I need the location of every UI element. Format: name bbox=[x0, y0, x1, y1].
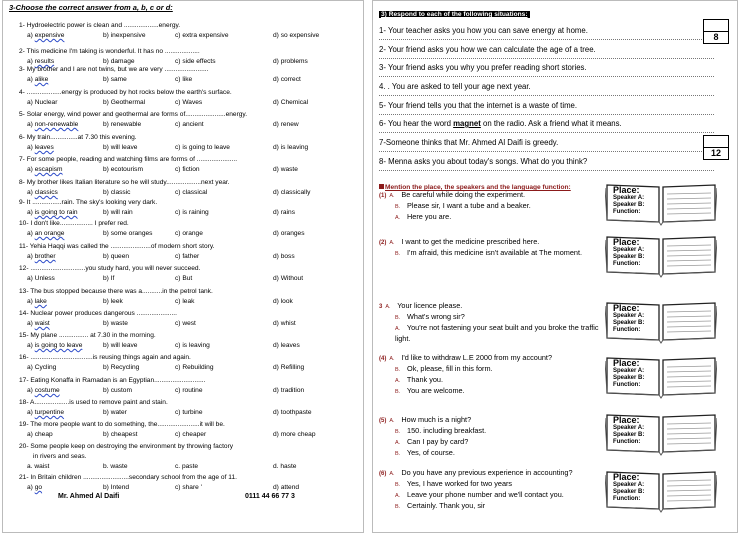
answer-option[interactable]: c) leak bbox=[175, 298, 195, 305]
answer-option[interactable]: c) classical bbox=[175, 189, 208, 196]
open-book-answer-icon bbox=[605, 300, 717, 344]
answer-line[interactable] bbox=[379, 114, 714, 115]
answer-option[interactable]: d) attend bbox=[273, 484, 300, 491]
answer-option[interactable]: a) non-renewable bbox=[27, 121, 79, 128]
answer-option[interactable]: b) leek bbox=[103, 298, 123, 305]
answer-option[interactable]: d) waste bbox=[273, 166, 298, 173]
book-answer-labels bbox=[613, 415, 644, 446]
situation-prompt: 3- Your friend asks you why you prefer reading short stories. bbox=[379, 63, 587, 72]
footer-phone-number: 0111 44 66 77 3 bbox=[245, 493, 295, 500]
situation-prompt: 7-Someone thinks that Mr. Ahmed Al Daifi is greedy. bbox=[379, 138, 559, 147]
dialogue-line: A. Thank you. bbox=[395, 375, 443, 384]
answer-option[interactable]: a) classics bbox=[27, 189, 58, 196]
answer-option[interactable]: c) west bbox=[175, 320, 196, 327]
answer-option[interactable]: d) classically bbox=[273, 189, 311, 196]
answer-option[interactable]: c) Waves bbox=[175, 99, 203, 106]
book-label: Speaker B: bbox=[613, 320, 645, 326]
answer-option[interactable]: d) problems bbox=[273, 58, 308, 65]
answer-option[interactable]: d) boss bbox=[273, 253, 295, 260]
question-text: 18- A...................is used to remove paint and stain. bbox=[19, 399, 168, 406]
question-text: 5- Solar energy, wind power and geothermal are forms of......................energy. bbox=[19, 111, 248, 118]
answer-option[interactable]: b) If bbox=[103, 275, 115, 282]
answer-option[interactable]: a) turpentine bbox=[27, 409, 65, 416]
situation-prompt: 5- Your friend tells you that the internet is a waste of time. bbox=[379, 101, 578, 110]
dialogue-line: B. Yes, of course. bbox=[395, 448, 455, 457]
answer-option[interactable]: d) toothpaste bbox=[273, 409, 312, 416]
answer-option[interactable]: c) share ' bbox=[175, 484, 202, 491]
question-text: 14- Nuclear power produces dangerous ...................... bbox=[19, 310, 177, 317]
answer-option[interactable]: b) will leave bbox=[103, 144, 138, 151]
question-text: 2- This medicine I'm taking is wonderful. It has no ................... bbox=[19, 48, 200, 55]
answer-option[interactable]: d. haste bbox=[273, 463, 297, 470]
answer-option[interactable]: c) But bbox=[175, 275, 193, 282]
left-worksheet-page bbox=[2, 0, 364, 533]
dialogue-line: B. Yes, I have worked for two years bbox=[395, 479, 513, 488]
question-text-continued: in rivers and seas. bbox=[33, 453, 87, 460]
answer-option[interactable]: a) results bbox=[27, 58, 55, 65]
answer-option[interactable]: d) so expensive bbox=[273, 32, 320, 39]
answer-option[interactable]: d) Refilling bbox=[273, 364, 305, 371]
answer-option[interactable]: b) renewable bbox=[103, 121, 142, 128]
answer-option[interactable]: b) same bbox=[103, 76, 127, 83]
book-label: Speaker B: bbox=[613, 254, 645, 260]
book-label: Place: bbox=[613, 303, 640, 313]
book-label: Function: bbox=[613, 327, 641, 333]
book-label: Place: bbox=[613, 472, 640, 482]
answer-option[interactable]: c) like bbox=[175, 76, 193, 83]
book-label: Speaker B: bbox=[613, 489, 645, 495]
book-label: Speaker B: bbox=[613, 202, 645, 208]
question-text: 7- For some people, reading and watching films are forms of ...................... bbox=[19, 156, 238, 163]
dialogue-line: B. What's wrong sir? bbox=[395, 312, 465, 321]
answer-option[interactable]: a) waist bbox=[27, 320, 50, 327]
question-text: 1- Hydroelectric power is clean and ...................energy. bbox=[19, 22, 181, 29]
answer-option[interactable]: b) inexpensive bbox=[103, 32, 146, 39]
answer-option[interactable]: d) leaves bbox=[273, 342, 300, 349]
answer-option[interactable]: d) Without bbox=[273, 275, 304, 282]
dialogue-line: B. I'm afraid, this medicine isn't available at The moment. bbox=[395, 248, 583, 257]
answer-option[interactable]: c) Rebuilding bbox=[175, 364, 214, 371]
answer-line[interactable] bbox=[379, 58, 714, 59]
answer-option[interactable]: b) custom bbox=[103, 387, 132, 394]
answer-option[interactable]: b) cheapest bbox=[103, 431, 138, 438]
book-label: Function: bbox=[613, 382, 641, 388]
open-book-answer-icon bbox=[605, 469, 717, 513]
book-label: Speaker A: bbox=[613, 313, 645, 319]
situation-prompt: 2- Your friend asks you how we can calculate the age of a tree. bbox=[379, 45, 596, 54]
answer-option[interactable]: d) correct bbox=[273, 76, 301, 83]
book-label: Speaker A: bbox=[613, 482, 645, 488]
question-text: 19- The more people want to do something, the.......................it will be. bbox=[19, 421, 225, 428]
dialogue-line: A. Can I pay by card? bbox=[395, 437, 469, 446]
answer-option[interactable]: c) orange bbox=[175, 230, 203, 237]
book-label: Place: bbox=[613, 358, 640, 368]
answer-option[interactable]: a) Cycling bbox=[27, 364, 57, 371]
answer-option[interactable]: b) waste bbox=[103, 320, 128, 327]
book-label: Speaker A: bbox=[613, 368, 645, 374]
answer-option[interactable]: b) queen bbox=[103, 253, 130, 260]
answer-option[interactable]: b) water bbox=[103, 409, 127, 416]
dialogue-line: (2) A. I want to get the medicine prescribed here. bbox=[379, 237, 540, 246]
answer-option[interactable]: d) oranges bbox=[273, 230, 305, 237]
answer-option[interactable]: a) cheap bbox=[27, 431, 53, 438]
dialogue-line: (1) A. Be careful while doing the experiment. bbox=[379, 190, 526, 199]
answer-option[interactable]: b) Recycling bbox=[103, 364, 140, 371]
question-text: 13- The bus stopped because there was a...........in the petrol tank. bbox=[19, 288, 213, 295]
book-answer-labels bbox=[613, 358, 644, 389]
dialogue-line: B. Ok, please, fill in this form. bbox=[395, 364, 493, 373]
answer-option[interactable]: c) ancient bbox=[175, 121, 204, 128]
dialogue-line: 3 A. Your licence please. bbox=[379, 301, 463, 310]
right-worksheet-page bbox=[372, 0, 738, 533]
answer-line[interactable] bbox=[379, 76, 714, 77]
situation-prompt: 1- Your teacher asks you how you can save energy at home. bbox=[379, 26, 588, 35]
mention-title-text: Mention the place, the speakers and the language function: bbox=[385, 184, 571, 191]
answer-option[interactable]: c) turbine bbox=[175, 409, 203, 416]
open-book-answer-icon bbox=[605, 412, 717, 456]
answer-option[interactable]: d) is leaving bbox=[273, 144, 309, 151]
answer-option[interactable]: c) extra expensive bbox=[175, 32, 229, 39]
dialogue-line: A. You're not fastening your seat built and you broke the traffic light. bbox=[395, 323, 599, 343]
answer-option[interactable]: a) go bbox=[27, 484, 43, 491]
answer-option[interactable]: b) damage bbox=[103, 58, 135, 65]
open-book-answer-icon bbox=[605, 182, 717, 226]
answer-option[interactable]: a) costume bbox=[27, 387, 60, 394]
book-label: Speaker B: bbox=[613, 375, 645, 381]
answer-option[interactable]: b) ecotourism bbox=[103, 166, 143, 173]
answer-option[interactable]: c) is going to leave bbox=[175, 144, 230, 151]
answer-option[interactable]: a) an orange bbox=[27, 230, 65, 237]
answer-option[interactable]: b) will leave bbox=[103, 342, 138, 349]
dialogue-line: A. Here you are. bbox=[395, 212, 452, 221]
dialogue-line: (6) A. Do you have any previous experience in accounting? bbox=[379, 468, 573, 477]
answer-option[interactable]: a) brother bbox=[27, 253, 56, 260]
dialogue bbox=[379, 237, 604, 259]
book-answer-labels bbox=[613, 303, 644, 334]
question-text: 4- ...................energy is produced by hot rocks below the earth's surface. bbox=[19, 89, 232, 96]
question-text: 8- My brother likes Italian literature so he will study...................next year. bbox=[19, 179, 230, 186]
answer-option[interactable]: d) look bbox=[273, 298, 293, 305]
answer-option[interactable]: a) Nuclear bbox=[27, 99, 58, 106]
answer-option[interactable]: a) escapism bbox=[27, 166, 63, 173]
answer-option[interactable]: d) tradition bbox=[273, 387, 305, 394]
answer-option[interactable]: c) cheaper bbox=[175, 431, 207, 438]
book-label: Place: bbox=[613, 415, 640, 425]
answer-option[interactable]: a) expensive bbox=[27, 32, 65, 39]
answer-option[interactable]: c) routine bbox=[175, 387, 203, 394]
book-label: Speaker A: bbox=[613, 425, 645, 431]
answer-option[interactable]: d) renew bbox=[273, 121, 299, 128]
answer-option[interactable]: d) Chemical bbox=[273, 99, 309, 106]
answer-option[interactable]: a) is going to rain bbox=[27, 209, 78, 216]
answer-option[interactable]: a) is going to leave bbox=[27, 342, 83, 349]
book-label: Speaker B: bbox=[613, 432, 645, 438]
footer-teacher-name: Mr. Ahmed Al Daifi bbox=[58, 493, 120, 500]
question-text: 20- Some people keep on destroying the environment by throwing factory bbox=[19, 443, 234, 450]
book-label: Speaker A: bbox=[613, 247, 645, 253]
answer-option[interactable]: d) whist bbox=[273, 320, 296, 327]
book-label: Place: bbox=[613, 237, 640, 247]
answer-option[interactable]: a) alike bbox=[27, 76, 49, 83]
dialogue bbox=[379, 353, 604, 397]
book-answer-labels bbox=[613, 237, 644, 268]
question-text: 15- My plane ................ at 7.30 in the morning. bbox=[19, 332, 156, 339]
answer-option[interactable]: c) is raining bbox=[175, 209, 209, 216]
answer-option[interactable]: a) leaves bbox=[27, 144, 54, 151]
answer-line[interactable] bbox=[379, 151, 714, 152]
book-answer-labels bbox=[613, 185, 644, 216]
answer-option[interactable]: c) side effects bbox=[175, 58, 216, 65]
book-answer-labels bbox=[613, 472, 644, 503]
answer-option[interactable]: d) rains bbox=[273, 209, 295, 216]
answer-option[interactable]: c) fiction bbox=[175, 166, 200, 173]
answer-option[interactable]: b) will rain bbox=[103, 209, 133, 216]
answer-option[interactable]: b) Intend bbox=[103, 484, 130, 491]
situations-title: 3) Respond to each of the following situations: bbox=[381, 11, 528, 18]
question-text: 10- I don't like.................. I prefer red. bbox=[19, 220, 129, 227]
dialogue bbox=[379, 190, 604, 223]
situation-prompt: 8- Menna asks you about today's songs. What do you think? bbox=[379, 157, 588, 166]
dialogue bbox=[379, 415, 604, 459]
dialogue-line: (4) A. I'd like to withdraw L.E 2000 from my account? bbox=[379, 353, 553, 362]
dialogue-line: B. Please sir, I want a tube and a beaker. bbox=[395, 201, 531, 210]
answer-line[interactable] bbox=[379, 95, 714, 96]
answer-option[interactable]: a. waist bbox=[27, 463, 50, 470]
answer-option[interactable]: b. waste bbox=[103, 463, 128, 470]
answer-option[interactable]: a) lake bbox=[27, 298, 47, 305]
answer-option[interactable]: a) Unless bbox=[27, 275, 55, 282]
dialogue bbox=[379, 468, 604, 512]
answer-line[interactable] bbox=[379, 132, 714, 133]
answer-option[interactable]: b) classic bbox=[103, 189, 131, 196]
answer-line[interactable] bbox=[379, 170, 714, 171]
open-book-answer-icon bbox=[605, 355, 717, 399]
question-text: 17- Eating Konaffa in Ramadan is an Egyptian............................ bbox=[19, 377, 206, 384]
question-text: 12- ..............................you study hard, you will never succeed. bbox=[19, 265, 201, 272]
question-text: 3- My brother and I are not twins, but we are very ........................ bbox=[19, 66, 209, 73]
answer-line[interactable] bbox=[379, 39, 714, 40]
section-title: 3-Choose the correct answer from a, b, c or d: bbox=[9, 3, 173, 12]
dialogue-line: B. 150. including breakfast. bbox=[395, 426, 487, 435]
situation-prompt: 6- You hear the word magnet on the radio. Ask a friend what it means. bbox=[379, 119, 622, 128]
answer-option[interactable]: b) Geothermal bbox=[103, 99, 146, 106]
book-label: Place: bbox=[613, 185, 640, 195]
book-label: Function: bbox=[613, 439, 641, 445]
book-label: Function: bbox=[613, 261, 641, 267]
open-book-answer-icon bbox=[605, 234, 717, 278]
book-label: Function: bbox=[613, 496, 641, 502]
score-box-situations: 8 bbox=[703, 19, 729, 44]
question-text: 11- Yehia Haqqi was called the ......................of modern short story. bbox=[19, 243, 215, 250]
question-text: 9- It ................rain. The sky's looking very dark. bbox=[19, 199, 158, 206]
answer-option[interactable]: c. paste bbox=[175, 463, 199, 470]
dialogue-line: B. Certainly. Thank you, sir bbox=[395, 501, 486, 510]
answer-option[interactable]: c) is leaving bbox=[175, 342, 210, 349]
dialogue-line: B. You are welcome. bbox=[395, 386, 465, 395]
dialogue bbox=[379, 301, 604, 343]
question-text: 16- ..................................is reusing things again and again. bbox=[19, 354, 191, 361]
situation-prompt: 4. . You are asked to tell your age next year. bbox=[379, 82, 531, 91]
question-text: 6- My train...............at 7.30 this evening. bbox=[19, 134, 137, 141]
answer-option[interactable]: d) more cheap bbox=[273, 431, 316, 438]
book-label: Speaker A: bbox=[613, 195, 645, 201]
score-box-dialogues: 12 bbox=[703, 135, 729, 160]
dialogue-line: (5) A. How much is a night? bbox=[379, 415, 472, 424]
question-text: 21- In Britain children .........................secondary school from the age of 11. bbox=[19, 474, 237, 481]
answer-option[interactable]: b) some oranges bbox=[103, 230, 153, 237]
book-label: Function: bbox=[613, 209, 641, 215]
answer-option[interactable]: c) father bbox=[175, 253, 200, 260]
dialogue-line: A. Leave your phone number and we'll contact you. bbox=[395, 490, 564, 499]
